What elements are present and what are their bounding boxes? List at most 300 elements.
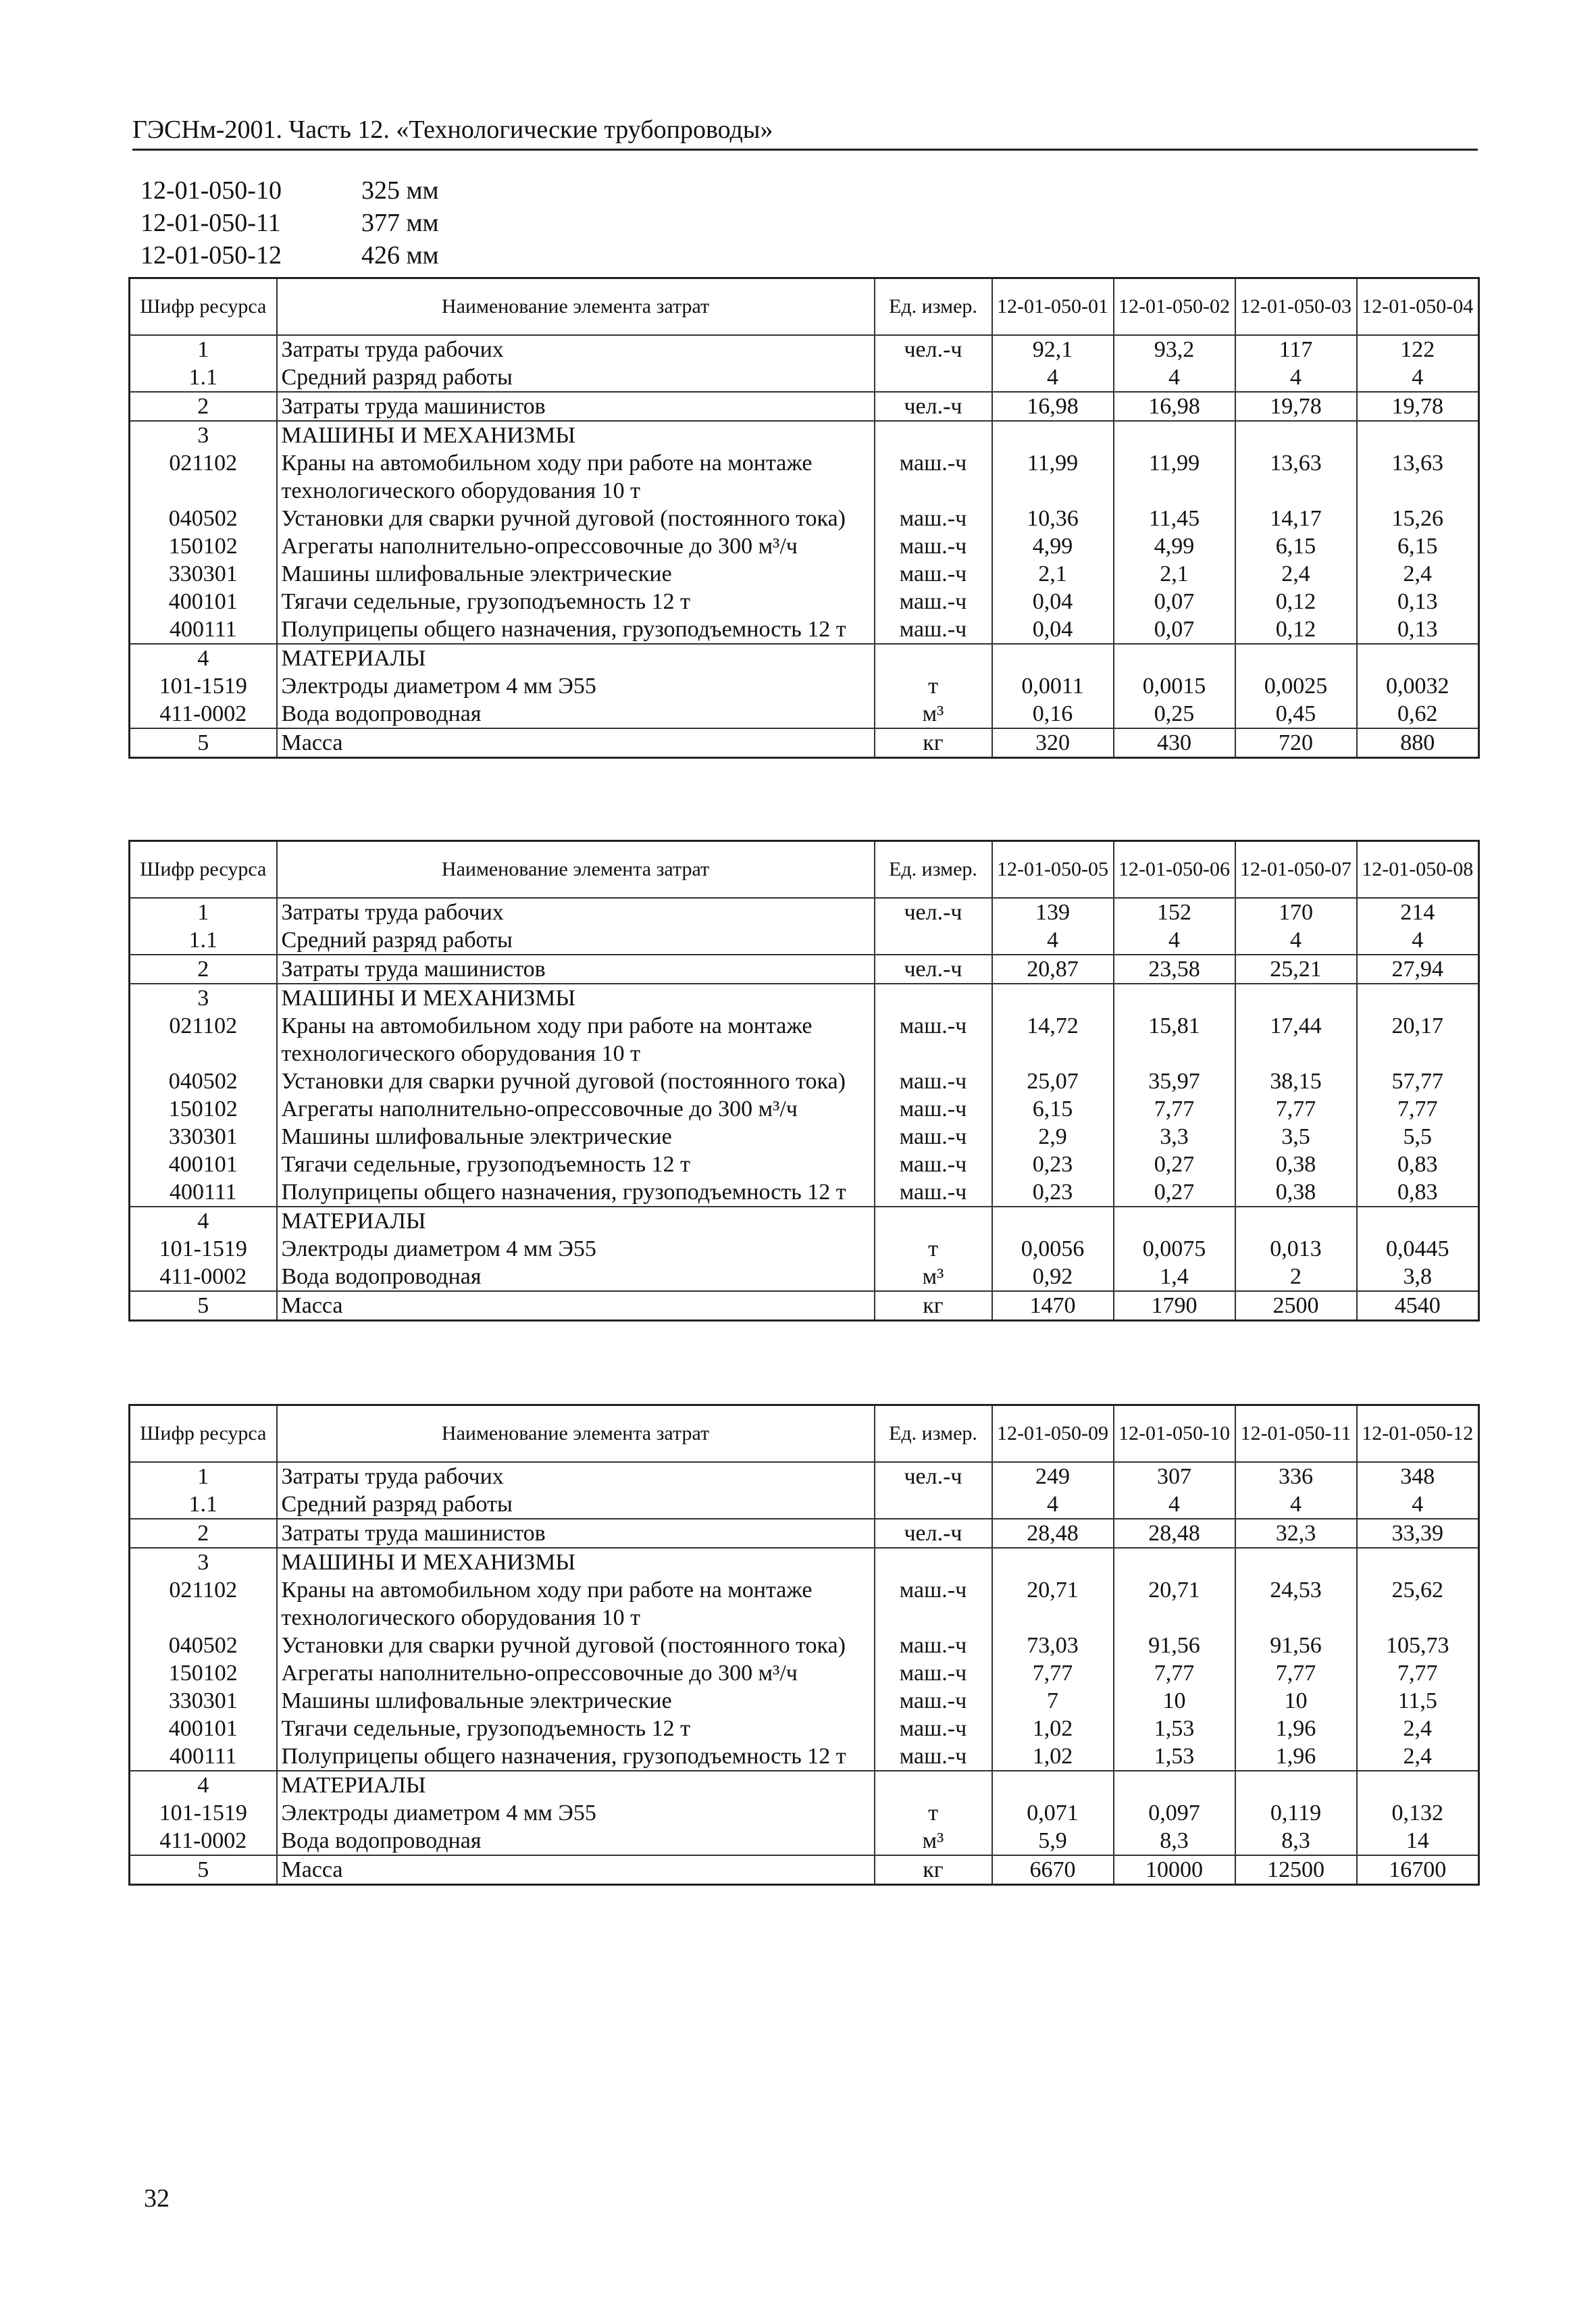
value-cell bbox=[1235, 1207, 1357, 1235]
value-cell: 7,77 bbox=[1357, 1659, 1479, 1687]
resource-name: Полуприцепы общего назначения, грузоподъемность 12 т bbox=[277, 1742, 875, 1771]
header-unit: Ед. измер. bbox=[875, 1405, 992, 1463]
variant-size: 325 мм bbox=[361, 176, 439, 205]
value-cell: 0,0075 bbox=[1114, 1235, 1235, 1263]
unit-cell: маш.-ч bbox=[875, 449, 992, 505]
section-title: МАШИНЫ И МЕХАНИЗМЫ bbox=[277, 421, 875, 449]
resource-name: Затраты труда рабочих bbox=[277, 335, 875, 363]
table-row bbox=[130, 1799, 1479, 1827]
table-header-row bbox=[130, 841, 1479, 899]
resource-name: Масса bbox=[277, 1291, 875, 1321]
value-cell: 2,4 bbox=[1235, 560, 1357, 588]
value-cell: 6,15 bbox=[1235, 532, 1357, 560]
value-cell: 32,3 bbox=[1235, 1519, 1357, 1548]
value-cell: 3,8 bbox=[1357, 1263, 1479, 1291]
resource-name: Вода водопроводная bbox=[277, 1827, 875, 1855]
resource-code: 040502 bbox=[130, 1632, 277, 1659]
table-row bbox=[130, 1659, 1479, 1687]
resource-name: Установки для сварки ручной дуговой (постоянного тока) bbox=[277, 1067, 875, 1095]
unit-cell: т bbox=[875, 1235, 992, 1263]
unit-cell: маш.-ч bbox=[875, 1123, 992, 1151]
resource-code: 330301 bbox=[130, 1687, 277, 1715]
table-row bbox=[130, 1291, 1479, 1321]
unit-cell bbox=[875, 926, 992, 955]
unit-cell: т bbox=[875, 672, 992, 700]
header-unit: Ед. измер. bbox=[875, 841, 992, 899]
value-cell: 170 bbox=[1235, 898, 1357, 926]
value-cell: 214 bbox=[1357, 898, 1479, 926]
resource-code: 400101 bbox=[130, 588, 277, 615]
value-cell: 14 bbox=[1357, 1827, 1479, 1855]
value-cell: 3,3 bbox=[1114, 1123, 1235, 1151]
value-cell: 0,04 bbox=[992, 588, 1114, 615]
value-cell: 7,77 bbox=[1114, 1659, 1235, 1687]
value-cell: 880 bbox=[1357, 728, 1479, 758]
unit-cell bbox=[875, 644, 992, 672]
value-cell bbox=[1235, 644, 1357, 672]
value-cell: 430 bbox=[1114, 728, 1235, 758]
table-row bbox=[130, 421, 1479, 449]
value-cell: 8,3 bbox=[1114, 1827, 1235, 1855]
value-cell: 4540 bbox=[1357, 1291, 1479, 1321]
unit-cell: маш.-ч bbox=[875, 588, 992, 615]
table-row bbox=[130, 955, 1479, 984]
table-row bbox=[130, 1687, 1479, 1715]
value-cell: 92,1 bbox=[992, 335, 1114, 363]
value-cell bbox=[1357, 1207, 1479, 1235]
value-cell bbox=[1235, 984, 1357, 1012]
value-cell: 20,71 bbox=[992, 1576, 1114, 1632]
header-norm-code: 12-01-050-01 bbox=[992, 278, 1114, 336]
resource-name: Установки для сварки ручной дуговой (постоянного тока) bbox=[277, 505, 875, 532]
header-norm-code: 12-01-050-06 bbox=[1114, 841, 1235, 899]
value-cell: 10000 bbox=[1114, 1855, 1235, 1885]
table-row bbox=[130, 1519, 1479, 1548]
value-cell: 3,5 bbox=[1235, 1123, 1357, 1151]
resource-code: 411-0002 bbox=[130, 1827, 277, 1855]
value-cell: 5,9 bbox=[992, 1827, 1114, 1855]
value-cell: 139 bbox=[992, 898, 1114, 926]
value-cell: 348 bbox=[1357, 1462, 1479, 1490]
value-cell: 7,77 bbox=[1114, 1095, 1235, 1123]
resource-code: 5 bbox=[130, 728, 277, 758]
table-row bbox=[130, 898, 1479, 926]
header-norm-code: 12-01-050-07 bbox=[1235, 841, 1357, 899]
table-row bbox=[130, 1012, 1479, 1067]
header-norm-code: 12-01-050-09 bbox=[992, 1405, 1114, 1463]
value-cell: 0,27 bbox=[1114, 1151, 1235, 1178]
table-row bbox=[130, 449, 1479, 505]
unit-cell: маш.-ч bbox=[875, 1576, 992, 1632]
unit-cell bbox=[875, 1771, 992, 1799]
resource-code: 101-1519 bbox=[130, 1799, 277, 1827]
unit-cell: чел.-ч bbox=[875, 1462, 992, 1490]
value-cell: 4,99 bbox=[1114, 532, 1235, 560]
value-cell: 17,44 bbox=[1235, 1012, 1357, 1067]
value-cell: 91,56 bbox=[1114, 1632, 1235, 1659]
resource-code: 150102 bbox=[130, 1095, 277, 1123]
unit-cell: маш.-ч bbox=[875, 1151, 992, 1178]
value-cell: 0,0011 bbox=[992, 672, 1114, 700]
value-cell: 16700 bbox=[1357, 1855, 1479, 1885]
value-cell: 336 bbox=[1235, 1462, 1357, 1490]
header-norm-code: 12-01-050-03 bbox=[1235, 278, 1357, 336]
unit-cell: маш.-ч bbox=[875, 532, 992, 560]
value-cell bbox=[1114, 1548, 1235, 1576]
value-cell: 25,21 bbox=[1235, 955, 1357, 984]
value-cell: 38,15 bbox=[1235, 1067, 1357, 1095]
value-cell: 6670 bbox=[992, 1855, 1114, 1885]
unit-cell: маш.-ч bbox=[875, 1095, 992, 1123]
value-cell: 0,13 bbox=[1357, 588, 1479, 615]
value-cell: 1,02 bbox=[992, 1742, 1114, 1771]
unit-cell: маш.-ч bbox=[875, 1715, 992, 1742]
table-row bbox=[130, 363, 1479, 392]
header-code: Шифр ресурса bbox=[130, 278, 277, 336]
value-cell: 4 bbox=[1235, 1490, 1357, 1519]
value-cell: 91,56 bbox=[1235, 1632, 1357, 1659]
resource-code: 021102 bbox=[130, 449, 277, 505]
value-cell: 20,71 bbox=[1114, 1576, 1235, 1632]
unit-cell: чел.-ч bbox=[875, 898, 992, 926]
resource-code: 1 bbox=[130, 1462, 277, 1490]
value-cell: 16,98 bbox=[992, 392, 1114, 421]
value-cell: 11,99 bbox=[992, 449, 1114, 505]
table-row bbox=[130, 392, 1479, 421]
value-cell: 6,15 bbox=[992, 1095, 1114, 1123]
resource-code: 1.1 bbox=[130, 363, 277, 392]
table-row bbox=[130, 1715, 1479, 1742]
value-cell: 10,36 bbox=[992, 505, 1114, 532]
value-cell: 4 bbox=[1357, 363, 1479, 392]
value-cell: 27,94 bbox=[1357, 955, 1479, 984]
value-cell: 1,02 bbox=[992, 1715, 1114, 1742]
value-cell: 6,15 bbox=[1357, 532, 1479, 560]
table-row bbox=[130, 1576, 1479, 1632]
resource-code: 4 bbox=[130, 644, 277, 672]
table-row bbox=[130, 615, 1479, 644]
value-cell: 7,77 bbox=[1235, 1095, 1357, 1123]
table-row bbox=[130, 672, 1479, 700]
resource-code: 400111 bbox=[130, 1742, 277, 1771]
resource-code: 3 bbox=[130, 421, 277, 449]
resource-code: 2 bbox=[130, 955, 277, 984]
value-cell: 0,0032 bbox=[1357, 672, 1479, 700]
value-cell: 0,23 bbox=[992, 1151, 1114, 1178]
value-cell: 93,2 bbox=[1114, 335, 1235, 363]
header-name: Наименование элемента затрат bbox=[277, 278, 875, 336]
table-row bbox=[130, 1548, 1479, 1576]
variant-code: 12-01-050-10 bbox=[140, 176, 282, 205]
value-cell: 5,5 bbox=[1357, 1123, 1479, 1151]
unit-cell: м³ bbox=[875, 1263, 992, 1291]
value-cell: 1,96 bbox=[1235, 1715, 1357, 1742]
value-cell: 4 bbox=[992, 926, 1114, 955]
value-cell: 0,23 bbox=[992, 1178, 1114, 1207]
table-row bbox=[130, 588, 1479, 615]
value-cell: 2,4 bbox=[1357, 1742, 1479, 1771]
table-row bbox=[130, 700, 1479, 728]
value-cell bbox=[992, 1548, 1114, 1576]
resource-code: 2 bbox=[130, 1519, 277, 1548]
table-row bbox=[130, 1151, 1479, 1178]
resource-code: 400111 bbox=[130, 1178, 277, 1207]
value-cell: 4 bbox=[1235, 926, 1357, 955]
value-cell: 28,48 bbox=[1114, 1519, 1235, 1548]
resource-code: 3 bbox=[130, 984, 277, 1012]
header-norm-code: 12-01-050-02 bbox=[1114, 278, 1235, 336]
value-cell: 2500 bbox=[1235, 1291, 1357, 1321]
resource-name: Краны на автомобильном ходу при работе на монтаже технологического оборудования 10 т bbox=[277, 1576, 875, 1632]
value-cell bbox=[992, 421, 1114, 449]
resource-name: Электроды диаметром 4 мм Э55 bbox=[277, 1799, 875, 1827]
unit-cell bbox=[875, 1548, 992, 1576]
table-row bbox=[130, 1235, 1479, 1263]
resource-code: 1.1 bbox=[130, 926, 277, 955]
resource-code: 411-0002 bbox=[130, 700, 277, 728]
value-cell: 4,99 bbox=[992, 532, 1114, 560]
unit-cell: маш.-ч bbox=[875, 560, 992, 588]
value-cell: 8,3 bbox=[1235, 1827, 1357, 1855]
value-cell: 57,77 bbox=[1357, 1067, 1479, 1095]
resource-code: 3 bbox=[130, 1548, 277, 1576]
value-cell: 0,132 bbox=[1357, 1799, 1479, 1827]
value-cell: 0,07 bbox=[1114, 588, 1235, 615]
value-cell: 33,39 bbox=[1357, 1519, 1479, 1548]
header-norm-code: 12-01-050-08 bbox=[1357, 841, 1479, 899]
resource-code: 400101 bbox=[130, 1715, 277, 1742]
value-cell: 1,53 bbox=[1114, 1742, 1235, 1771]
value-cell: 12500 bbox=[1235, 1855, 1357, 1885]
resource-code: 150102 bbox=[130, 1659, 277, 1687]
value-cell: 7 bbox=[992, 1687, 1114, 1715]
value-cell: 15,26 bbox=[1357, 505, 1479, 532]
value-cell: 2 bbox=[1235, 1263, 1357, 1291]
value-cell: 0,0445 bbox=[1357, 1235, 1479, 1263]
variant-item bbox=[140, 207, 439, 239]
unit-cell: чел.-ч bbox=[875, 955, 992, 984]
resource-code: 150102 bbox=[130, 532, 277, 560]
unit-cell bbox=[875, 1207, 992, 1235]
resource-name: Машины шлифовальные электрические bbox=[277, 1123, 875, 1151]
resource-code: 330301 bbox=[130, 1123, 277, 1151]
resource-code: 1 bbox=[130, 898, 277, 926]
unit-cell: кг bbox=[875, 728, 992, 758]
resource-name: Затраты труда рабочих bbox=[277, 1462, 875, 1490]
header-norm-code: 12-01-050-11 bbox=[1235, 1405, 1357, 1463]
resource-name: Масса bbox=[277, 728, 875, 758]
resource-code: 5 bbox=[130, 1855, 277, 1885]
value-cell: 4 bbox=[1114, 926, 1235, 955]
value-cell: 1790 bbox=[1114, 1291, 1235, 1321]
value-cell: 25,07 bbox=[992, 1067, 1114, 1095]
table-row bbox=[130, 1632, 1479, 1659]
value-cell: 152 bbox=[1114, 898, 1235, 926]
norm-table-2 bbox=[128, 840, 1480, 1322]
value-cell: 0,62 bbox=[1357, 700, 1479, 728]
value-cell: 0,16 bbox=[992, 700, 1114, 728]
resource-code: 021102 bbox=[130, 1012, 277, 1067]
resource-code: 040502 bbox=[130, 1067, 277, 1095]
resource-code: 4 bbox=[130, 1771, 277, 1799]
value-cell: 0,097 bbox=[1114, 1799, 1235, 1827]
value-cell: 0,38 bbox=[1235, 1178, 1357, 1207]
value-cell: 7,77 bbox=[992, 1659, 1114, 1687]
table-row bbox=[130, 644, 1479, 672]
unit-cell: чел.-ч bbox=[875, 335, 992, 363]
section-title: МАТЕРИАЛЫ bbox=[277, 1771, 875, 1799]
unit-cell: маш.-ч bbox=[875, 1632, 992, 1659]
resource-name: Вода водопроводная bbox=[277, 700, 875, 728]
value-cell bbox=[1235, 1548, 1357, 1576]
value-cell: 2,9 bbox=[992, 1123, 1114, 1151]
value-cell bbox=[992, 1207, 1114, 1235]
resource-name: Агрегаты наполнительно-опрессовочные до 300 м³/ч bbox=[277, 1095, 875, 1123]
resource-code: 400101 bbox=[130, 1151, 277, 1178]
value-cell: 2,1 bbox=[992, 560, 1114, 588]
value-cell: 20,17 bbox=[1357, 1012, 1479, 1067]
value-cell bbox=[1235, 1771, 1357, 1799]
value-cell: 4 bbox=[1114, 1490, 1235, 1519]
resource-name: Краны на автомобильном ходу при работе на монтаже технологического оборудования 10 т bbox=[277, 449, 875, 505]
resource-name: Затраты труда машинистов bbox=[277, 955, 875, 984]
value-cell bbox=[992, 1771, 1114, 1799]
resource-name: Затраты труда машинистов bbox=[277, 1519, 875, 1548]
table-row bbox=[130, 532, 1479, 560]
value-cell: 2,1 bbox=[1114, 560, 1235, 588]
table-row bbox=[130, 1178, 1479, 1207]
resource-name: Масса bbox=[277, 1855, 875, 1885]
value-cell: 11,45 bbox=[1114, 505, 1235, 532]
table-row bbox=[130, 1827, 1479, 1855]
unit-cell bbox=[875, 1490, 992, 1519]
value-cell: 19,78 bbox=[1235, 392, 1357, 421]
unit-cell: кг bbox=[875, 1291, 992, 1321]
page-number: 32 bbox=[144, 2184, 170, 2213]
header-code: Шифр ресурса bbox=[130, 1405, 277, 1463]
resource-name: Агрегаты наполнительно-опрессовочные до 300 м³/ч bbox=[277, 1659, 875, 1687]
value-cell: 0,04 bbox=[992, 615, 1114, 644]
value-cell: 1470 bbox=[992, 1291, 1114, 1321]
resource-name: Электроды диаметром 4 мм Э55 bbox=[277, 1235, 875, 1263]
value-cell: 2,4 bbox=[1357, 1715, 1479, 1742]
table-row bbox=[130, 1742, 1479, 1771]
unit-cell: маш.-ч bbox=[875, 615, 992, 644]
variant-code: 12-01-050-12 bbox=[140, 241, 282, 270]
header-norm-code: 12-01-050-05 bbox=[992, 841, 1114, 899]
value-cell bbox=[1357, 984, 1479, 1012]
table-row bbox=[130, 1095, 1479, 1123]
resource-code: 400111 bbox=[130, 615, 277, 644]
value-cell: 10 bbox=[1235, 1687, 1357, 1715]
value-cell: 0,0015 bbox=[1114, 672, 1235, 700]
header-unit: Ед. измер. bbox=[875, 278, 992, 336]
value-cell: 23,58 bbox=[1114, 955, 1235, 984]
table-row bbox=[130, 1490, 1479, 1519]
value-cell bbox=[992, 644, 1114, 672]
value-cell: 307 bbox=[1114, 1462, 1235, 1490]
value-cell: 0,0056 bbox=[992, 1235, 1114, 1263]
unit-cell: маш.-ч bbox=[875, 1178, 992, 1207]
resource-name: Полуприцепы общего назначения, грузоподъемность 12 т bbox=[277, 1178, 875, 1207]
value-cell: 19,78 bbox=[1357, 392, 1479, 421]
value-cell: 0,071 bbox=[992, 1799, 1114, 1827]
variant-item bbox=[140, 174, 439, 207]
value-cell bbox=[1114, 984, 1235, 1012]
unit-cell: чел.-ч bbox=[875, 1519, 992, 1548]
header-norm-code: 12-01-050-10 bbox=[1114, 1405, 1235, 1463]
value-cell: 11,5 bbox=[1357, 1687, 1479, 1715]
resource-code: 2 bbox=[130, 392, 277, 421]
table-row bbox=[130, 1263, 1479, 1291]
resource-code: 040502 bbox=[130, 505, 277, 532]
value-cell: 1,96 bbox=[1235, 1742, 1357, 1771]
unit-cell bbox=[875, 363, 992, 392]
unit-cell: маш.-ч bbox=[875, 1012, 992, 1067]
table-row bbox=[130, 1067, 1479, 1095]
header-code: Шифр ресурса bbox=[130, 841, 277, 899]
value-cell: 0,13 bbox=[1357, 615, 1479, 644]
table-row bbox=[130, 984, 1479, 1012]
value-cell: 7,77 bbox=[1357, 1095, 1479, 1123]
resource-name: Машины шлифовальные электрические bbox=[277, 1687, 875, 1715]
value-cell: 11,99 bbox=[1114, 449, 1235, 505]
unit-cell: маш.-ч bbox=[875, 1687, 992, 1715]
table-row bbox=[130, 926, 1479, 955]
unit-cell bbox=[875, 421, 992, 449]
value-cell: 0,12 bbox=[1235, 615, 1357, 644]
unit-cell: маш.-ч bbox=[875, 505, 992, 532]
unit-cell: маш.-ч bbox=[875, 1659, 992, 1687]
value-cell: 4 bbox=[1357, 1490, 1479, 1519]
table-row bbox=[130, 728, 1479, 758]
table-header-row bbox=[130, 1405, 1479, 1463]
header-norm-code: 12-01-050-12 bbox=[1357, 1405, 1479, 1463]
value-cell bbox=[1357, 1548, 1479, 1576]
value-cell: 4 bbox=[1357, 926, 1479, 955]
resource-name: Средний разряд работы bbox=[277, 1490, 875, 1519]
table-row bbox=[130, 335, 1479, 363]
variant-item bbox=[140, 239, 439, 272]
value-cell: 0,27 bbox=[1114, 1178, 1235, 1207]
variant-list bbox=[140, 174, 439, 272]
value-cell: 24,53 bbox=[1235, 1576, 1357, 1632]
value-cell: 122 bbox=[1357, 335, 1479, 363]
section-title: МАТЕРИАЛЫ bbox=[277, 1207, 875, 1235]
value-cell bbox=[1235, 421, 1357, 449]
value-cell: 15,81 bbox=[1114, 1012, 1235, 1067]
value-cell: 0,0025 bbox=[1235, 672, 1357, 700]
value-cell: 4 bbox=[992, 363, 1114, 392]
value-cell: 2,4 bbox=[1357, 560, 1479, 588]
resource-code: 101-1519 bbox=[130, 672, 277, 700]
resource-name: Установки для сварки ручной дуговой (постоянного тока) bbox=[277, 1632, 875, 1659]
resource-name: Тягачи седельные, грузоподъемность 12 т bbox=[277, 1715, 875, 1742]
value-cell: 35,97 bbox=[1114, 1067, 1235, 1095]
header-norm-code: 12-01-050-04 bbox=[1357, 278, 1479, 336]
value-cell: 0,83 bbox=[1357, 1178, 1479, 1207]
section-title: МАШИНЫ И МЕХАНИЗМЫ bbox=[277, 1548, 875, 1576]
value-cell: 20,87 bbox=[992, 955, 1114, 984]
table-row bbox=[130, 1462, 1479, 1490]
value-cell: 13,63 bbox=[1357, 449, 1479, 505]
table-row bbox=[130, 1207, 1479, 1235]
variant-size: 377 мм bbox=[361, 209, 439, 237]
unit-cell: м³ bbox=[875, 1827, 992, 1855]
value-cell bbox=[1114, 421, 1235, 449]
value-cell: 16,98 bbox=[1114, 392, 1235, 421]
resource-code: 101-1519 bbox=[130, 1235, 277, 1263]
